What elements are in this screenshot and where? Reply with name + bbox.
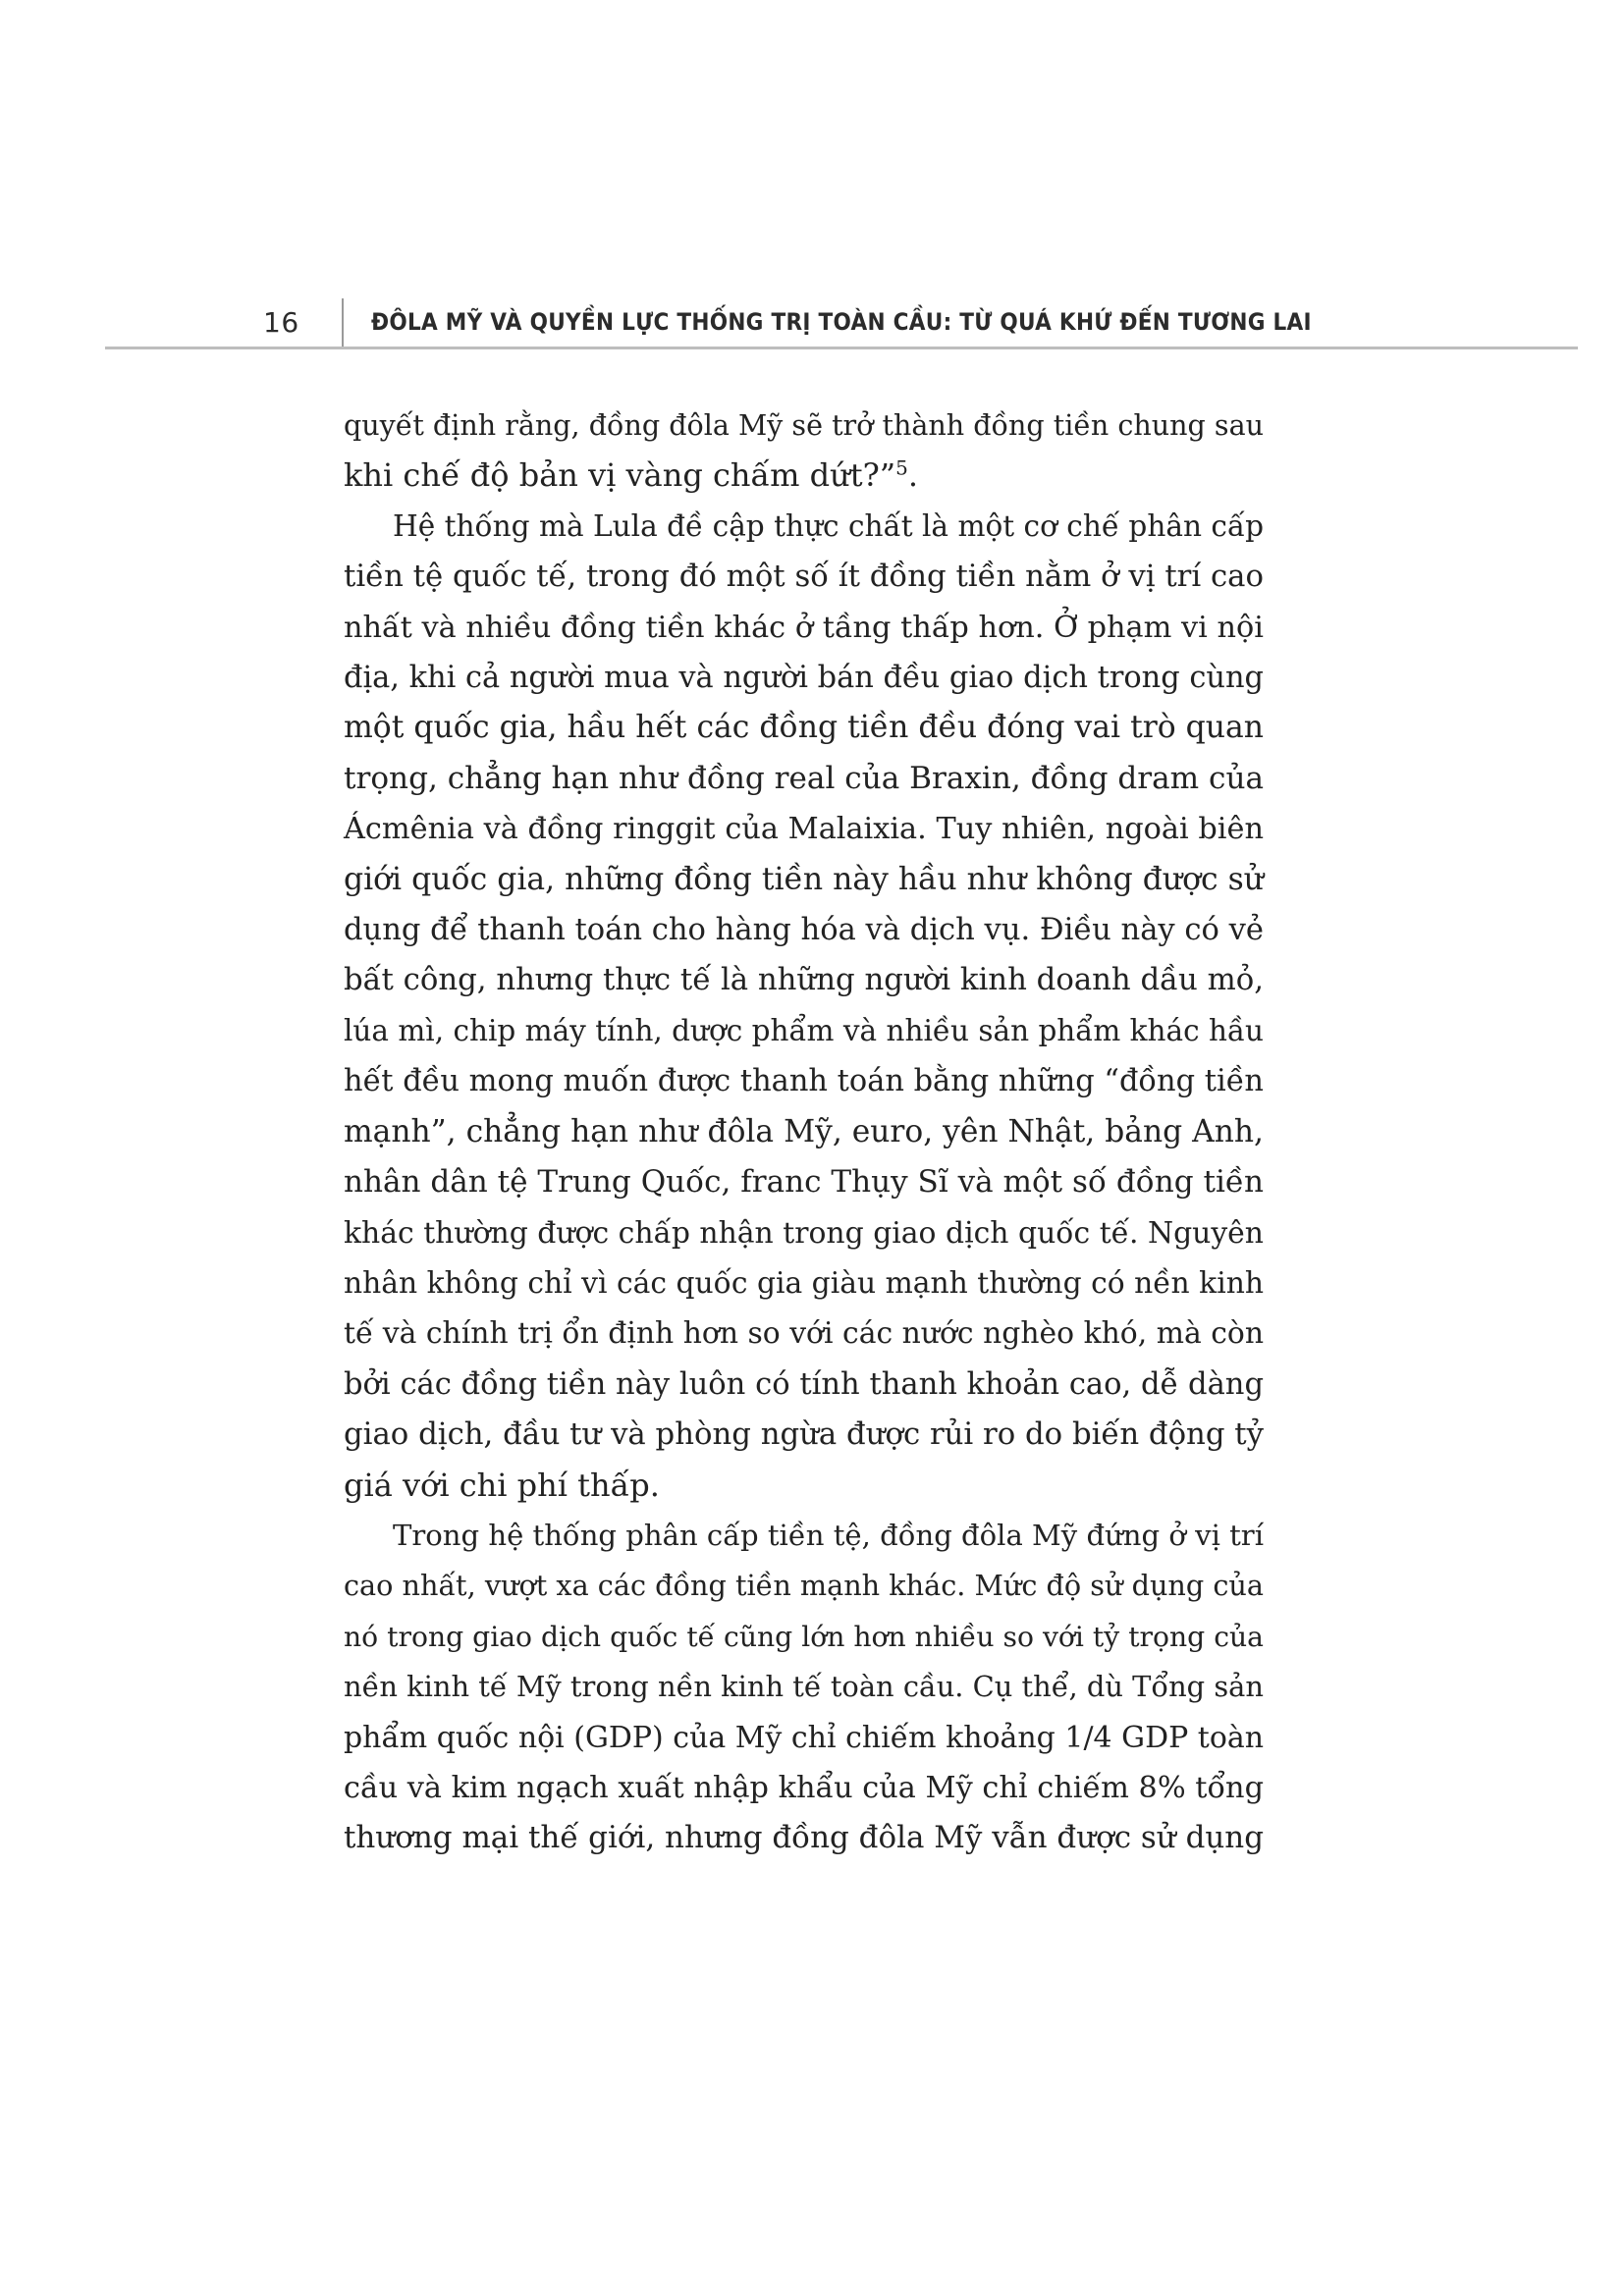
text-line: tiền tệ quốc tế, trong đó một số ít đồng tiền nằm ở vị trí cao xyxy=(344,559,1264,595)
text-line: một quốc gia, hầu hết các đồng tiền đều đóng vai trò quan xyxy=(344,710,1264,746)
page-header xyxy=(0,294,1624,353)
text-line: cầu và kim ngạch xuất nhập khẩu của Mỹ chỉ chiếm 8% tổng xyxy=(344,1770,1264,1805)
text-line: giao dịch, đầu tư và phòng ngừa được rủi ro do biến động tỷ xyxy=(344,1416,1264,1453)
header-divider xyxy=(342,298,344,347)
text-line: nó trong giao dịch quốc tế cũng lớn hơn nhiều so với tỷ trọng của xyxy=(344,1620,1264,1653)
text-line: địa, khi cả người mua và người bán đều giao dịch trong cùng xyxy=(344,661,1264,696)
text-line: lúa mì, chip máy tính, dược phẩm và nhiều sản phẩm khác hầu xyxy=(344,1013,1264,1047)
text-line: cao nhất, vượt xa các đồng tiền mạnh khác. Mức độ sử dụng của xyxy=(344,1569,1264,1603)
text-line: dụng để thanh toán cho hàng hóa và dịch vụ. Điều này có vẻ xyxy=(344,913,1264,948)
text-line: phẩm quốc nội (GDP) của Mỹ chỉ chiếm khoảng 1/4 GDP toàn xyxy=(344,1720,1264,1755)
body-text xyxy=(344,400,1264,1864)
text-line: mạnh”, chẳng hạn như đôla Mỹ, euro, yên Nhật, bảng Anh, xyxy=(344,1113,1264,1149)
text-line: hết đều mong muốn được thanh toán bằng những “đồng tiền xyxy=(344,1064,1264,1099)
footnote-reference: 5 xyxy=(895,455,908,480)
text-line: bởi các đồng tiền này luôn có tính thanh khoản cao, dễ dàng xyxy=(344,1366,1264,1402)
paragraph-3 xyxy=(344,1511,1264,1864)
text-line: khác thường được chấp nhận trong giao dịch quốc tế. Nguyên xyxy=(344,1215,1264,1251)
text-line: quyết định rằng, đồng đôla Mỹ sẽ trở thành đồng tiền chung sau xyxy=(344,408,1264,442)
text-line: khi chế độ bản vị vàng chấm dứt?” xyxy=(344,456,896,495)
text-line: bất công, nhưng thực tế là những người kinh doanh dầu mỏ, xyxy=(344,962,1264,998)
text-line: Ácmênia và đồng ringgit của Malaixia. Tuy nhiên, ngoài biên xyxy=(344,812,1264,847)
text-line: nền kinh tế Mỹ trong nền kinh tế toàn cầu. Cụ thể, dù Tổng sản xyxy=(344,1670,1264,1704)
text-line: thương mại thế giới, nhưng đồng đôla Mỹ vẫn được sử dụng xyxy=(344,1820,1264,1856)
running-title: ĐÔLA MỸ VÀ QUYỀN LỰC THỐNG TRỊ TOÀN CẦU: TỪ QUÁ KHỨ ĐẾN TƯƠNG LAI xyxy=(371,308,1312,336)
header-rule xyxy=(105,347,1578,349)
text-line: nhân dân tệ Trung Quốc, franc Thụy Sĩ và một số đồng tiền xyxy=(344,1164,1264,1201)
text-line: giới quốc gia, những đồng tiền này hầu như không được sử xyxy=(344,861,1264,897)
text-line: nhất và nhiều đồng tiền khác ở tầng thấp hơn. Ở phạm vi nội xyxy=(344,610,1264,645)
text-line: tế và chính trị ổn định hơn so với các nước nghèo khó, mà còn xyxy=(344,1316,1264,1352)
sentence-end: . xyxy=(907,456,918,495)
text-line: nhân không chỉ vì các quốc gia giàu mạnh thường có nền kinh xyxy=(344,1265,1264,1301)
text-line: Hệ thống mà Lula đề cập thực chất là một cơ chế phân cấp xyxy=(393,508,1264,543)
text-line: Trong hệ thống phân cấp tiền tệ, đồng đôla Mỹ đứng ở vị trí xyxy=(393,1518,1264,1552)
text-line: giá với chi phí thấp. xyxy=(344,1466,660,1504)
paragraph-2 xyxy=(344,502,1264,1511)
page-number: 16 xyxy=(263,306,299,339)
paragraph-1 xyxy=(344,400,1264,502)
text-line-with-footnote xyxy=(344,451,1264,501)
text-line: trọng, chẳng hạn như đồng real của Braxin, đồng dram của xyxy=(344,760,1264,796)
